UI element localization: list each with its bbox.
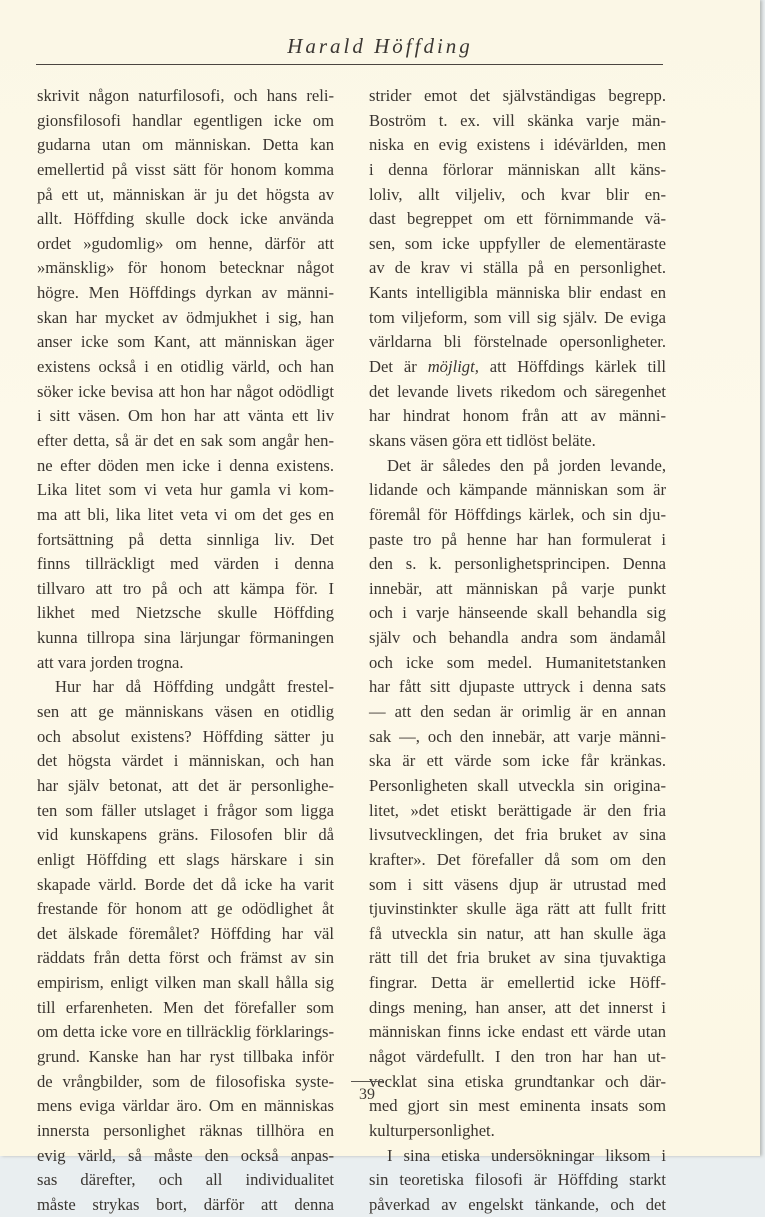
text-line: på ett ut, människan är ju det högsta av bbox=[37, 184, 334, 204]
text-line: mens eviga världar äro. Om en människas bbox=[37, 1096, 334, 1116]
text-line: sen att ge människans väsen en otidlig bbox=[37, 702, 334, 722]
text-line: om detta icke vore en tillräcklig förklarings- bbox=[37, 1022, 334, 1042]
text-line: existens också i en otidlig värld, och han bbox=[37, 357, 334, 377]
text-line: som i sitt väsens djup är utrustad med bbox=[369, 874, 666, 894]
text-line: och i varje hänseende skall behandla sig bbox=[369, 603, 666, 623]
text-line: frestande för honom att ge odödlighet åt bbox=[37, 899, 334, 919]
text-line: har själv betonat, att det är personlighe- bbox=[37, 775, 334, 795]
text-line: anser icke som Kant, att människan äger bbox=[37, 332, 334, 352]
text-line: paste tro på henne har han formulerat i bbox=[369, 529, 666, 549]
running-head: Harald Höffding bbox=[287, 34, 473, 58]
text-line: i denna förlorar människan allt käns- bbox=[369, 159, 666, 179]
text-line: kulturpersonlighet. bbox=[369, 1120, 495, 1140]
text-line: själv och behandla andra som ändamål bbox=[369, 628, 666, 648]
text-line: sin teoretiska filosofi är Höffding starkt bbox=[369, 1170, 666, 1190]
text-line: skans väsen göra ett tidlöst beläte. bbox=[369, 430, 596, 450]
emphasized-text: möjligt, bbox=[427, 357, 479, 377]
text-column-right bbox=[369, 84, 666, 1217]
text-line: empirism, enligt vilken man skall hålla sig bbox=[37, 973, 334, 993]
text-line: ordet »gudomlig» om henne, därför att bbox=[37, 233, 334, 253]
text-line: påverkad av engelskt tänkande, och det bbox=[369, 1194, 666, 1214]
text-line: efter detta, så är det en sak som angår hen- bbox=[37, 430, 334, 450]
footer-rule bbox=[351, 1081, 383, 1082]
text-line: de vrångbilder, som de filosofiska syste- bbox=[37, 1071, 334, 1091]
text-line: vecklat sina etiska grundtankar och där- bbox=[369, 1071, 666, 1091]
text-line: med gjort sin mest eminenta insats som bbox=[369, 1096, 666, 1116]
text-line: dings mening, han anser, att det innerst i bbox=[369, 997, 666, 1017]
text-line: innebär, att människan på varje punkt bbox=[369, 578, 666, 598]
text-line: innersta personlighet räknas tillhöra en bbox=[37, 1120, 334, 1140]
text-line: skan har mycket av ödmjukhet i sig, han bbox=[37, 307, 334, 327]
text-line: Hur har då Höffding undgått frestel- bbox=[55, 677, 334, 697]
text-line: krafter». Det förefaller då som om den bbox=[369, 849, 666, 869]
text-line: det högsta värdet i människan, och han bbox=[37, 751, 334, 771]
text-line: vid kunskapens gräns. Filosofen blir då bbox=[37, 825, 334, 845]
text-line: likhet med Nietzsche skulle Höffding bbox=[37, 603, 334, 623]
text-line: till erfarenheten. Men det förefaller som bbox=[37, 997, 334, 1017]
text-line: människan finns icke endast ett värde utan bbox=[369, 1022, 666, 1042]
header-rule bbox=[36, 64, 663, 65]
text-line: — att den sedan är orimlig är en annan bbox=[369, 702, 666, 722]
text-line: skapade värld. Borde det då icke ha varit bbox=[37, 874, 334, 894]
text-fragment: att Höffdings kärlek till bbox=[478, 357, 666, 377]
text-line: loliv, allt viljeliv, och kvar blir en- bbox=[369, 184, 666, 204]
text-line: tillvaro att tro på och att kämpa för. I bbox=[37, 578, 334, 598]
text-column-left bbox=[37, 84, 334, 1217]
text-line: emellertid på visst sätt för honom komma bbox=[37, 159, 334, 179]
text-line: av de krav vi ställa på en personlighet. bbox=[369, 258, 666, 278]
text-line: och icke som medel. Humanitetstanken bbox=[369, 652, 666, 672]
text-line: livsutvecklingen, det fria bruket av sina bbox=[369, 825, 666, 845]
text-line: ska är ett värde som icke får kränkas. bbox=[369, 751, 666, 771]
text-line: sen, som icke uppfyller de elementäraste bbox=[369, 233, 666, 253]
text-line: grund. Kanske han har ryst tillbaka inför bbox=[37, 1046, 334, 1066]
text-line: högre. Men Höffdings dyrkan av männi- bbox=[37, 283, 334, 303]
text-line: kunna tillropa sina lärjungar förmaningen bbox=[37, 628, 334, 648]
text-line: ne efter döden men icke i denna existens. bbox=[37, 455, 334, 475]
text-line: sas därefter, och all individualitet bbox=[37, 1170, 334, 1190]
page-number: 39 bbox=[359, 1086, 375, 1103]
text-line: föremål för Höffdings kärlek, och sin dju- bbox=[369, 504, 666, 524]
text-line: gudarna utan om människan. Detta kan bbox=[37, 135, 334, 155]
text-line: fingrar. Detta är emellertid icke Höff- bbox=[369, 973, 666, 993]
text-line: Boström t. ex. vill skänka varje män- bbox=[369, 110, 666, 130]
text-line: få utveckla sin natur, att han skulle äga bbox=[369, 923, 666, 943]
text-line: enligt Höffding ett slags härskare i sin bbox=[37, 849, 334, 869]
text-line: Personligheten skall utveckla sin origina- bbox=[369, 775, 666, 795]
text-line: den s. k. personlighetsprincipen. Denna bbox=[369, 554, 666, 574]
text-line: I sina etiska undersökningar liksom i bbox=[387, 1145, 666, 1165]
text-line: Kants intelligibla människa blir endast en bbox=[369, 283, 666, 303]
text-line: strider emot det självständigas begrepp. bbox=[369, 86, 666, 105]
text-line: Det är således den på jorden levande, bbox=[387, 455, 666, 475]
text-line: »mänsklig» för honom betecknar något bbox=[37, 258, 334, 278]
text-line: i sitt väsen. Om hon har att vänta ett liv bbox=[37, 406, 334, 426]
text-line: dast begreppet om ett förnimmande vä- bbox=[369, 209, 666, 229]
text-line: måste strykas bort, därför att denna bbox=[37, 1194, 334, 1214]
text-line: något värdefullt. I den tron har han ut- bbox=[369, 1046, 666, 1066]
text-fragment: Det är bbox=[369, 357, 428, 377]
text-line: det levande livets rikedom och säregenhet bbox=[369, 381, 666, 401]
text-line: allt. Höffding skulle dock icke använda bbox=[37, 209, 334, 229]
text-line: fortsättning på detta sinnliga liv. Det bbox=[37, 529, 334, 549]
text-line: niska en evig existens i idévärlden, men bbox=[369, 135, 666, 155]
text-line: lidande och kämpande människan som är bbox=[369, 480, 666, 500]
text-line: skrivit någon naturfilosofi, och hans reli- bbox=[37, 86, 334, 105]
text-line: tom viljeform, som vill sig själv. De eviga bbox=[369, 307, 666, 327]
text-line: det älskade föremålet? Höffding har väl bbox=[37, 923, 334, 943]
text-line: världarna bli förstelnade opersonligheter. bbox=[369, 332, 666, 352]
text-line: rätt till det fria bruket av sina tjuvaktiga bbox=[369, 948, 666, 968]
text-line bbox=[369, 355, 666, 380]
text-line: att vara jorden trogna. bbox=[37, 652, 184, 672]
text-line: ten som fäller utslaget i frågor som ligga bbox=[37, 800, 334, 820]
text-line: Lika litet som vi veta hur gamla vi kom- bbox=[37, 480, 334, 500]
text-line: sak —, och den innebär, att varje männi- bbox=[369, 726, 666, 746]
text-line: ma att bli, lika litet veta vi om det ges en bbox=[37, 504, 334, 524]
text-line: och absolut existens? Höffding sätter ju bbox=[37, 726, 334, 746]
text-line: litet, »det etiskt berättigade är den fria bbox=[369, 800, 666, 820]
text-line: har fått sitt djupaste uttryck i denna sats bbox=[369, 677, 666, 697]
text-line: söker icke bevisa att hon har något odödligt bbox=[37, 381, 334, 401]
text-line: räddats från detta först och främst av sin bbox=[37, 948, 334, 968]
text-line: gionsfilosofi handlar egentligen icke om bbox=[37, 110, 334, 130]
text-line: evig värld, så måste den också anpas- bbox=[37, 1145, 334, 1165]
text-line: tjuvinstinkter skulle äga rätt att fullt fritt bbox=[369, 899, 666, 919]
text-line: finns tillräckligt med värden i denna bbox=[37, 554, 334, 574]
text-line: har hindrat honom från att av männi- bbox=[369, 406, 666, 426]
